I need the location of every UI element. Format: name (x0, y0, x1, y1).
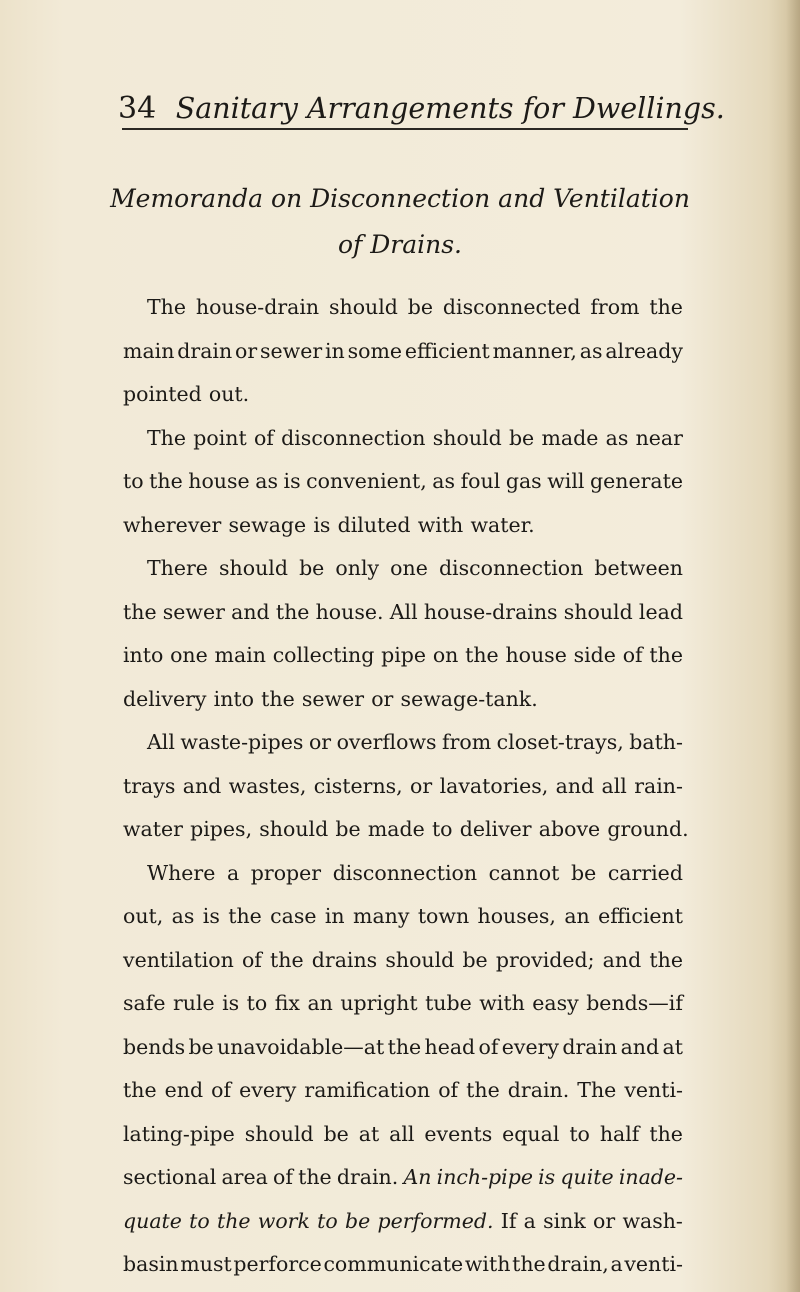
word: area (221, 1165, 268, 1189)
word: or (235, 338, 258, 363)
word: the (649, 1121, 683, 1146)
word: should (385, 947, 455, 972)
text-line (123, 634, 683, 678)
word: upright (340, 991, 418, 1015)
word: drain (177, 338, 233, 363)
word: and (182, 773, 222, 798)
word: water. (470, 512, 535, 537)
word: an (307, 991, 333, 1015)
word: the (228, 904, 262, 928)
word: the (123, 1078, 157, 1102)
word: house. (315, 599, 384, 624)
word: with (464, 1252, 511, 1276)
word: houses, (477, 904, 556, 928)
word: as (605, 425, 629, 450)
word: of (211, 1078, 232, 1102)
word: of (438, 1078, 459, 1102)
word: lead (638, 599, 683, 624)
word: in (324, 904, 345, 928)
word: end (164, 1078, 204, 1102)
word: wastes, (228, 773, 307, 798)
word: be (570, 860, 597, 885)
word: of (478, 1034, 499, 1059)
text-line (123, 286, 683, 330)
word: drain (562, 1034, 618, 1059)
word: to (246, 991, 268, 1015)
word: the (298, 1165, 332, 1189)
word: point (193, 425, 247, 450)
word: the (465, 643, 499, 667)
word: near (635, 425, 683, 450)
word: as (255, 469, 278, 493)
word: ventilation (123, 947, 234, 972)
word: deliver (459, 817, 532, 841)
word: of (253, 425, 274, 450)
word: or (410, 773, 433, 798)
word: and (555, 773, 595, 798)
text-line (123, 678, 683, 722)
word: the (216, 1208, 251, 1233)
word: bends (123, 1034, 186, 1059)
page-edge-shadow (786, 0, 800, 1292)
word: all (601, 773, 627, 798)
word: be (344, 1208, 371, 1233)
word: and (620, 1034, 660, 1059)
word: the (387, 1034, 422, 1059)
word: made (367, 817, 425, 841)
text-line (123, 1200, 683, 1244)
word: basin (123, 1252, 179, 1276)
word: the (649, 643, 683, 667)
word: be (462, 947, 488, 972)
word: An (403, 1165, 432, 1189)
text-line (123, 1156, 683, 1200)
word: the (149, 469, 183, 493)
body-text (123, 286, 689, 1287)
word: made (541, 425, 599, 450)
word: should (259, 817, 329, 841)
word: The (577, 1078, 617, 1102)
word: must (180, 1252, 232, 1276)
word: trays (123, 773, 176, 798)
word: on (432, 643, 459, 667)
word: bath- (629, 730, 683, 754)
word: will (547, 469, 585, 493)
word: and (602, 947, 642, 972)
word: drain. (507, 1078, 570, 1102)
word: to (123, 469, 144, 493)
word: lavatories, (439, 773, 549, 798)
word: disconnection (332, 860, 478, 885)
word: in (325, 338, 345, 363)
word: quite (560, 1165, 614, 1189)
word: or (593, 1208, 616, 1233)
word: case (270, 904, 317, 928)
word: house-drains (423, 599, 558, 624)
word: of (273, 1165, 293, 1189)
word: water (123, 817, 183, 841)
word: should (563, 599, 633, 624)
word: be (299, 556, 325, 580)
word: lating-pipe (123, 1121, 235, 1146)
running-title: Sanitary Arrangements for Dwellings. (175, 92, 725, 125)
word: to (569, 1121, 590, 1146)
word: inade- (618, 1165, 683, 1189)
word: should (219, 556, 288, 580)
text-line (123, 765, 683, 809)
word: as (432, 469, 456, 493)
word: with (479, 991, 525, 1015)
word: as (579, 338, 603, 363)
word: one (390, 556, 428, 580)
text-line (123, 1243, 683, 1287)
word: house (188, 469, 250, 493)
section-heading-line-2: of Drains. (337, 230, 463, 259)
word: is (202, 904, 220, 928)
text-line (123, 1113, 683, 1157)
word: drain, (547, 1252, 609, 1276)
word: sewer (301, 686, 365, 711)
word: the (261, 686, 295, 711)
word: pointed (123, 382, 202, 406)
word: closet-trays, (496, 730, 624, 754)
word: of (622, 643, 643, 667)
word: the (466, 1078, 500, 1102)
text-line (123, 721, 683, 765)
word: should (328, 295, 398, 319)
text-line (123, 591, 683, 635)
word: at (662, 1034, 683, 1059)
word: ground. (607, 817, 689, 841)
word: above (538, 817, 601, 841)
text-line (123, 373, 683, 417)
text-line (123, 460, 683, 504)
word: into (123, 643, 164, 667)
word: carried (607, 860, 683, 885)
text-line (123, 504, 683, 548)
word: between (594, 556, 683, 580)
word: sewage-tank. (400, 686, 538, 711)
word: communicate (323, 1252, 464, 1276)
word: main (123, 338, 175, 363)
word: house-drain (195, 295, 320, 319)
word: Where (147, 860, 216, 885)
word: equal (502, 1121, 560, 1146)
word: performed. (377, 1208, 494, 1233)
word: All (147, 730, 175, 754)
word: efficient (598, 904, 683, 928)
word: is (283, 469, 301, 493)
word: cannot (488, 860, 560, 885)
word: sink (543, 1208, 586, 1233)
word: gas (505, 469, 542, 493)
text-line (123, 1026, 683, 1070)
word: venti- (624, 1252, 683, 1276)
word: one (170, 643, 208, 667)
word: disconnection (438, 556, 584, 580)
word: should (432, 425, 502, 450)
word: wash- (622, 1208, 683, 1233)
word: town (417, 904, 470, 928)
word: sewer (162, 599, 225, 624)
word: out, (123, 904, 164, 928)
word: generate (590, 469, 683, 493)
word: the (123, 599, 157, 624)
word: only (335, 556, 380, 580)
word: If (500, 1208, 517, 1233)
text-line (123, 982, 683, 1026)
text-line (123, 547, 683, 591)
word: main (214, 643, 266, 667)
header-rule (122, 128, 688, 130)
word: manner, (492, 338, 577, 363)
word: be (323, 1121, 349, 1146)
word: every (239, 1078, 297, 1102)
word: a (226, 860, 240, 885)
text-line (123, 808, 689, 852)
word: as (171, 904, 195, 928)
word: work (257, 1208, 310, 1233)
page-number: 34 (118, 91, 157, 126)
word: should (244, 1121, 314, 1146)
word: sectional (123, 1165, 217, 1189)
word: diluted (337, 512, 411, 537)
word: tube (425, 991, 472, 1015)
word: half (599, 1121, 640, 1146)
word: into (213, 686, 254, 711)
word: or (371, 686, 394, 711)
word: convenient, (306, 469, 427, 493)
word: and (231, 599, 270, 624)
word: of (241, 947, 262, 972)
word: is (222, 991, 240, 1015)
word: inch-pipe (436, 1165, 533, 1189)
word: drain. (336, 1165, 399, 1189)
word: many (353, 904, 410, 928)
word: perforce (233, 1252, 322, 1276)
word: sewage (228, 512, 307, 537)
word: pipes, (190, 817, 253, 841)
word: to (317, 1208, 338, 1233)
word: every (501, 1034, 560, 1059)
word: a (610, 1252, 623, 1276)
section-heading-line-1: Memoranda on Disconnection and Ventilation (110, 184, 690, 213)
word: the (275, 599, 310, 624)
running-head (118, 86, 725, 132)
word: is (313, 512, 331, 537)
word: already (605, 338, 683, 363)
word: head (424, 1034, 476, 1059)
word: bends—if (586, 991, 683, 1015)
word: the (512, 1252, 546, 1276)
word: venti- (624, 1078, 683, 1102)
word: quate (123, 1208, 182, 1233)
word: a (523, 1208, 536, 1233)
text-line (123, 417, 683, 461)
word: collecting (272, 643, 375, 667)
word: the (270, 947, 304, 972)
word: be (508, 425, 535, 450)
word: delivery (123, 686, 207, 711)
word: proper (250, 860, 322, 885)
word: to (189, 1208, 210, 1233)
word: at (358, 1121, 380, 1146)
text-line (123, 895, 683, 939)
word: provided; (495, 947, 595, 972)
word: to (431, 817, 453, 841)
word: or (308, 730, 332, 754)
word: waste-pipes (180, 730, 304, 754)
word: The (147, 425, 187, 450)
word: easy (532, 991, 579, 1015)
word: drains (311, 947, 378, 972)
word: rule (172, 991, 215, 1015)
text-line (123, 939, 683, 983)
text-line (123, 330, 683, 374)
word: cisterns, (313, 773, 403, 798)
word: disconnection (281, 425, 426, 450)
word: ramification (304, 1078, 431, 1102)
word: with (417, 512, 464, 537)
word: efficient (404, 338, 490, 363)
word: rain- (634, 773, 683, 798)
word: The (147, 295, 187, 319)
word: pipe (381, 643, 427, 667)
word: overflows (336, 730, 437, 754)
word: There (147, 556, 208, 580)
word: foul (460, 469, 501, 493)
word: all (389, 1121, 415, 1146)
word: an (564, 904, 590, 928)
word: the (649, 947, 683, 972)
word: from (442, 730, 492, 754)
word: be (188, 1034, 214, 1059)
word: be (335, 817, 361, 841)
word: out. (208, 382, 250, 406)
word: All (389, 599, 418, 624)
text-line (123, 852, 683, 896)
text-line (123, 1069, 683, 1113)
word: side (573, 643, 616, 667)
word: from (590, 295, 640, 319)
word: sewer (260, 338, 323, 363)
word: wherever (123, 512, 222, 537)
word: fix (274, 991, 300, 1015)
word: some (347, 338, 403, 363)
word: be (407, 295, 434, 319)
word: disconnected (442, 295, 581, 319)
word: house (505, 643, 567, 667)
word: events (424, 1121, 493, 1146)
word: unavoidable—at (217, 1034, 385, 1059)
word: the (649, 295, 683, 319)
word: safe (123, 991, 166, 1015)
word: is (538, 1165, 556, 1189)
